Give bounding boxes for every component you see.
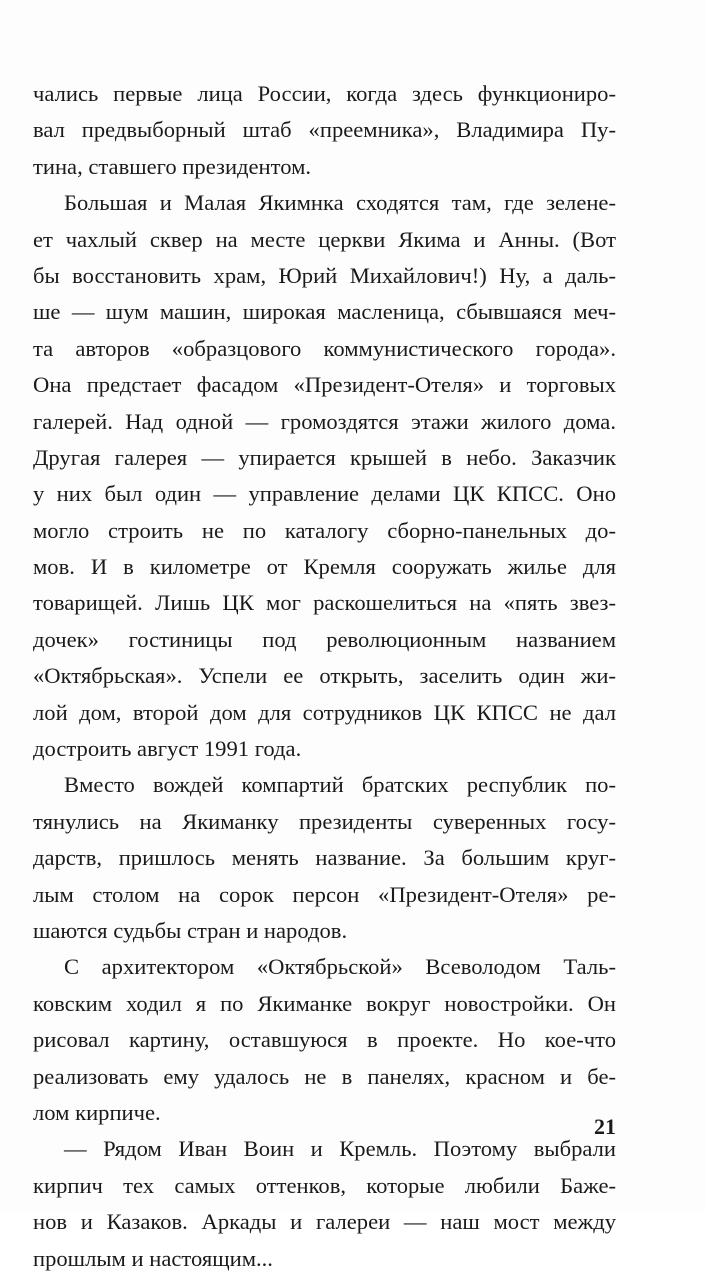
text-line: товарищей. Лишь ЦК мог раскошелиться на «пять звез- [33, 590, 616, 616]
text-line: мов. И в километре от Кремля сооружать жилье для [33, 554, 616, 580]
paragraph-3 [33, 767, 616, 949]
text-line: достроить август 1991 года. [33, 736, 302, 762]
text-line: С архитектором «Октябрьской» Всеволодом Таль- [64, 954, 616, 980]
text-line: «Октябрьская». Успели ее открыть, заселить один жи- [33, 663, 616, 689]
text-line: бы восстановить храм, Юрий Михайлович!) Ну, а даль- [33, 262, 616, 288]
text-line: прошлым и настоящим... [33, 1245, 273, 1271]
text-line: Она предстает фасадом «Президент-Отеля» и торговых [33, 372, 616, 398]
paragraph-1 [33, 76, 616, 185]
text-line: лой дом, второй дом для сотрудников ЦК КПСС не дал [33, 699, 616, 725]
text-line: нов и Казаков. Аркады и галереи — наш мост между [33, 1209, 616, 1235]
text-line: Большая и Малая Якимнка сходятся там, где зелене- [64, 190, 616, 216]
text-line: Вместо вождей компартий братских республик по- [64, 772, 616, 798]
text-line: лом кирпиче. [33, 1099, 161, 1125]
text-line: ет чахлый сквер на месте церкви Якима и Анны. (Вот [33, 226, 616, 252]
text-line: галерей. Над одной — громоздятся этажи жилого дома. [33, 408, 616, 434]
text-line: лым столом на сорок персон «Президент-Отеля» ре- [33, 881, 616, 907]
text-line: рисовал картину, оставшуюся в проекте. Но кое-что [33, 1027, 616, 1053]
text-line: тина, ставшего президентом. [33, 153, 312, 179]
text-line: Другая галерея — упирается крышей в небо. Заказчик [33, 444, 616, 470]
text-line: та авторов «образцового коммунистического города». [33, 335, 616, 361]
text-line: тянулись на Якиманку президенты суверенных госу- [33, 808, 616, 834]
text-line: вал предвыборный штаб «преемника», Владимира Пу- [33, 117, 616, 143]
body-text [33, 76, 616, 1277]
text-line: могло строить не по каталогу сборно-панельных до- [33, 517, 616, 543]
paragraph-5 [33, 1131, 616, 1277]
page-number: 21 [594, 1114, 616, 1139]
text-line: — Рядом Иван Воин и Кремль. Поэтому выбрали [64, 1136, 616, 1162]
paragraph-4 [33, 949, 616, 1131]
text-line: шаются судьбы стран и народов. [33, 917, 348, 943]
text-line: дочек» гостиницы под революционным названием [33, 626, 616, 652]
text-line: кирпич тех самых оттенков, которые любили Баже- [33, 1172, 616, 1198]
text-line: дарств, пришлось менять название. За большим круг- [33, 845, 616, 871]
text-line: реализовать ему удалось не в панелях, красном и бе- [33, 1063, 616, 1089]
text-line: ковским ходил я по Якиманке вокруг новостройки. Он [33, 990, 616, 1016]
paragraph-2 [33, 185, 616, 767]
text-line: чались первые лица России, когда здесь функциониро- [33, 81, 616, 106]
text-line: у них был один — управление делами ЦК КПСС. Оно [33, 481, 616, 507]
text-line: ше — шум машин, широкая масленица, сбывшаяся меч- [33, 299, 616, 325]
